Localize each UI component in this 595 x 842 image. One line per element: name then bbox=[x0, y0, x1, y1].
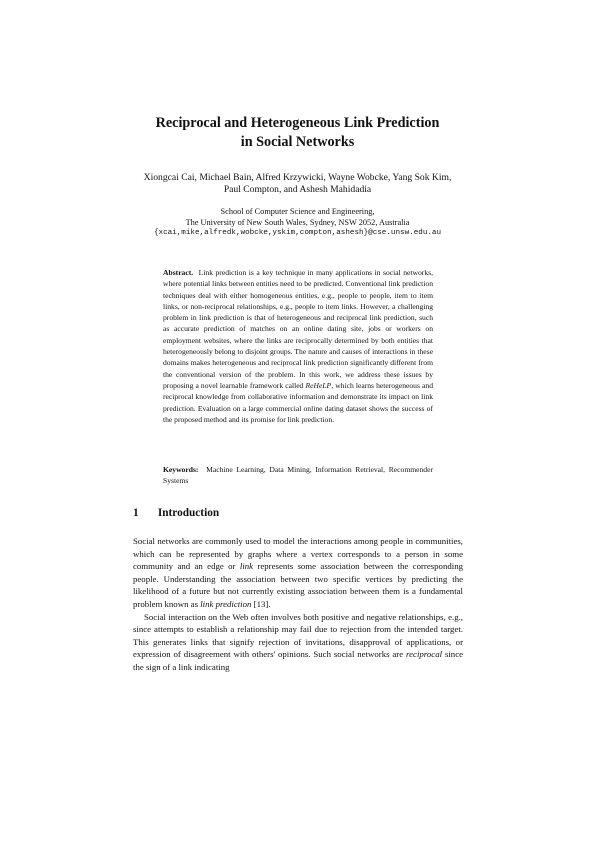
abstract-framework-name: ReHeLP bbox=[305, 380, 332, 390]
author-list bbox=[120, 172, 475, 196]
intro-p1-text-a: Social networks are commonly used to model the interactions among people in communities, which can be represented by graphs where a vertex corresponds to a person in some community and an edge or bbox=[133, 536, 463, 572]
affiliation-line-2: The University of New South Wales, Sydney, NSW 2052, Australia bbox=[185, 218, 410, 227]
section-number: 1 bbox=[133, 507, 139, 519]
intro-p1-citation: [13]. bbox=[253, 598, 271, 609]
title-line-1: Reciprocal and Heterogeneous Link Prediction bbox=[155, 115, 440, 131]
intro-paragraph-2 bbox=[133, 611, 463, 674]
authors-line-2: Paul Compton, and Ashesh Mahidadia bbox=[223, 184, 372, 195]
intro-p2-text-b: since the sign of a link indicating bbox=[133, 649, 464, 672]
affiliation-line-1: School of Computer Science and Engineering, bbox=[220, 207, 375, 216]
section-title: Introduction bbox=[157, 507, 220, 519]
intro-p1-term-link: link bbox=[239, 561, 254, 572]
title-line-2: in Social Networks bbox=[240, 134, 355, 150]
intro-p1-term-link-prediction: link prediction bbox=[200, 598, 252, 609]
abstract-heading: Abstract. bbox=[163, 268, 194, 277]
keywords-block bbox=[163, 464, 433, 487]
intro-paragraph-1 bbox=[133, 535, 463, 611]
authors-line-1: Xiongcai Cai, Michael Bain, Alfred Krzywicki, Wayne Wobcke, Yang Sok Kim, bbox=[143, 172, 452, 183]
abstract-text-part-1: Link prediction is a key technique in many applications in social networks, where potential links between entities need to be predicted. Conventional link prediction techniques deal with either homogeneous entities, e.g., people to people, item to item links, or non-reciprocal relationships, e.g., people to item links. However, a challenging problem in link prediction is that of heterogeneous and reciprocal link prediction, such as accurate prediction of matches on an online dating site, jobs or workers on employment websites, where the links are reciprocally determined by both entities that heterogeneously belong to disjoint groups. The nature and causes of interactions in these domains makes heterogeneous and reciprocal link prediction significantly different from the conventional version of the problem. In this work, we address these issues by proposing a novel learnable framework called bbox=[163, 268, 433, 390]
intro-p2-term-reciprocal: reciprocal bbox=[406, 649, 443, 660]
section-heading bbox=[133, 507, 463, 519]
intro-p1-text-b: represents some association between the corresponding people. Understanding the association between two specific vertices by predicting the likelihood of a future but not currently existing association between them is a fundamental problem known as bbox=[133, 561, 463, 609]
paper-title bbox=[100, 114, 495, 152]
abstract-block bbox=[163, 267, 433, 425]
affiliation bbox=[120, 206, 475, 239]
intro-p2-text-a: Social interaction on the Web often involves both positive and negative relationships, e.g., since attempts to establish a relationship may fail due to rejection from the intended target. This generates links that signify rejection of invitations, disapproval of applications, or expression of disagreement with others' opinions. Such social networks are bbox=[133, 611, 463, 660]
keywords-text: Machine Learning, Data Mining, Information Retrieval, Recommender Systems bbox=[163, 465, 433, 486]
keywords-heading: Keywords: bbox=[163, 465, 199, 474]
author-emails: {xcai,mike,alfredk,wobcke,yskim,compton,ashesh}@cse.unsw.edu.au bbox=[153, 229, 442, 237]
abstract-text-part-2: , which learns heterogeneous and reciprocal knowledge from collaborative information and demonstrate its impact on link prediction. Evaluation on a large commercial online dating dataset shows the success of the proposed method and its promise for link prediction. bbox=[163, 380, 433, 424]
introduction-body bbox=[133, 535, 463, 674]
